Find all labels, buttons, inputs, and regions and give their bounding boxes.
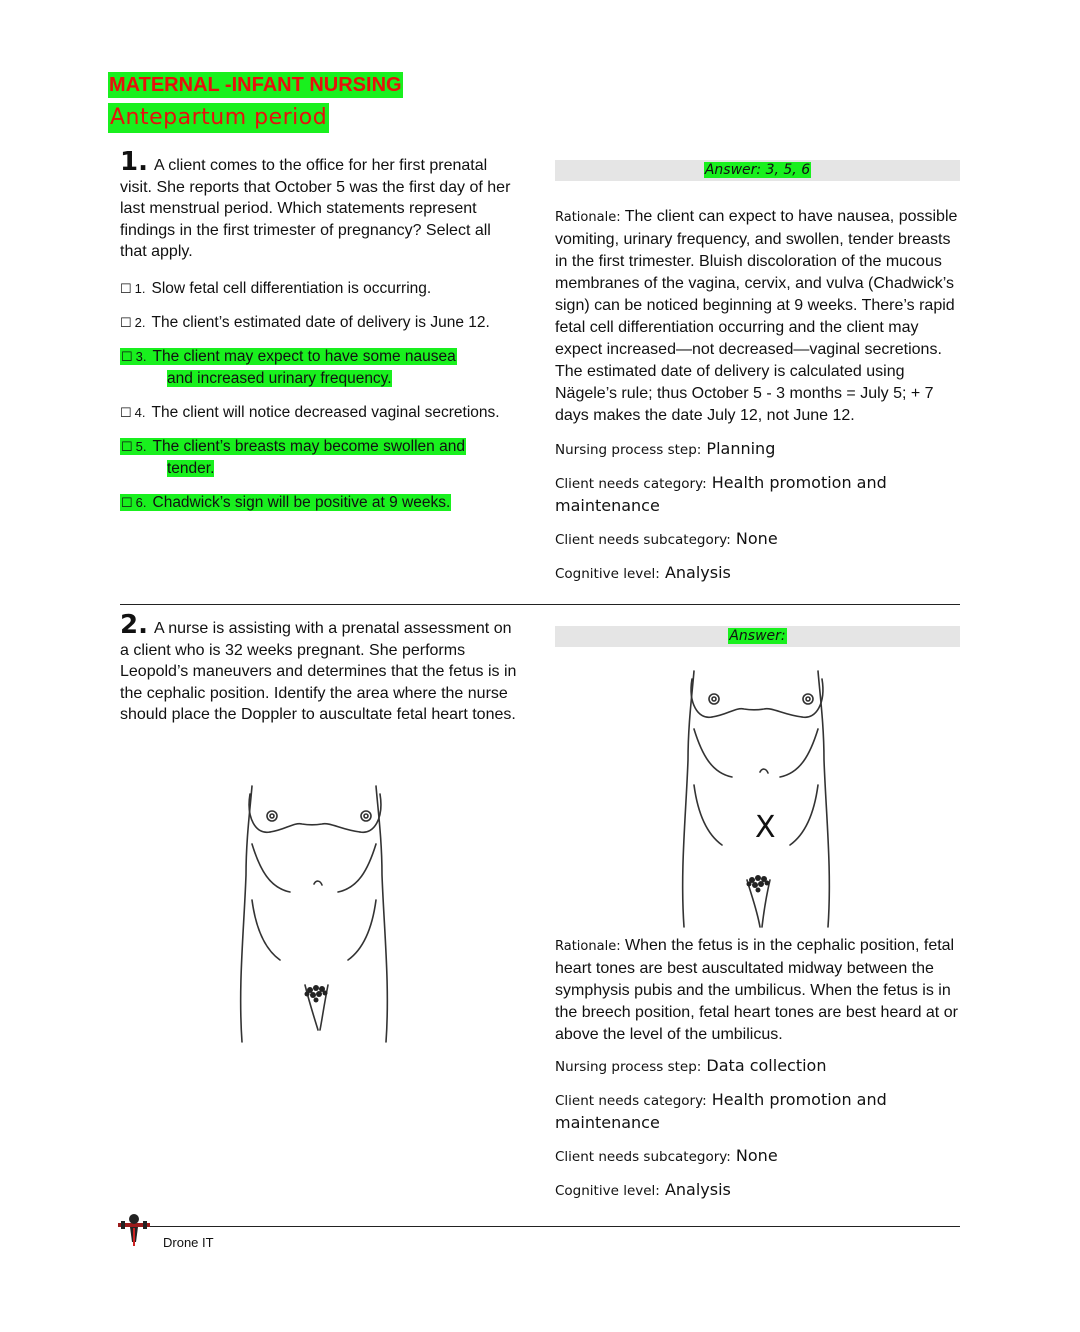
- meta-value: None: [735, 529, 778, 548]
- option-text: Chadwick’s sign will be positive at 9 weeks.: [152, 494, 451, 511]
- document-subtitle: Antepartum period: [108, 103, 329, 133]
- option-number: 1.: [134, 281, 146, 296]
- nursing-process-step: [555, 1055, 960, 1078]
- footer-text: Drone IT: [163, 1235, 214, 1250]
- answer-text: Answer: 3, 5, 6: [704, 162, 811, 178]
- question-1: [120, 147, 520, 263]
- client-needs-category: [555, 472, 960, 517]
- checkbox-icon[interactable]: ☐: [121, 349, 133, 364]
- meta-label: Client needs subcategory:: [555, 1149, 731, 1165]
- option-text: The client’s breasts may become swollen and: [152, 438, 465, 455]
- drone-logo-icon: [118, 1212, 150, 1246]
- meta-value: Health promotion and maintenance: [555, 473, 887, 515]
- option-number: 3.: [135, 349, 147, 364]
- client-needs-subcategory: [555, 1145, 960, 1168]
- option-number: 6.: [135, 495, 147, 510]
- meta-label: Client needs category:: [555, 476, 707, 492]
- option-text: Slow fetal cell differentiation is occurring.: [151, 280, 432, 297]
- question-number: 2.: [120, 610, 148, 640]
- question-text: A nurse is assisting with a prenatal assessment on a client who is 32 weeks pregnant. She performs Leopold’s maneuvers and determines that the fetus is in the cephalic position. Identify the area where the nurse should place the Doppler to auscultate fetal heart tones.: [120, 620, 517, 723]
- option-number: 2.: [134, 315, 146, 330]
- option-4[interactable]: [120, 402, 500, 424]
- option-number: 4.: [134, 405, 146, 420]
- meta-label: Client needs subcategory:: [555, 532, 731, 548]
- option-text-cont: and increased urinary frequency.: [167, 370, 392, 387]
- cognitive-level: [555, 562, 960, 585]
- meta-label: Nursing process step:: [555, 442, 702, 458]
- option-number: 5.: [135, 439, 147, 454]
- meta-value: Health promotion and maintenance: [555, 1090, 887, 1132]
- torso-diagram-answer: [672, 665, 842, 935]
- question-text: A client comes to the office for her first prenatal visit. She reports that October 5 was the first day of her last menstrual period. Which statements represent findings in the first trimester of pregnancy? Select all that apply.: [120, 157, 511, 260]
- option-1[interactable]: [120, 278, 431, 300]
- option-text-cont: tender.: [167, 460, 215, 477]
- checkbox-icon[interactable]: ☐: [121, 439, 133, 454]
- nursing-process-step: [555, 438, 960, 461]
- checkbox-icon[interactable]: ☐: [120, 281, 132, 296]
- meta-value: Analysis: [664, 1180, 731, 1199]
- torso-diagram[interactable]: [230, 780, 400, 1050]
- question-number: 1.: [120, 147, 148, 177]
- option-6[interactable]: [120, 492, 451, 514]
- meta-label: Cognitive level:: [555, 1183, 660, 1199]
- meta-label: Client needs category:: [555, 1093, 707, 1109]
- rationale: [555, 206, 960, 427]
- answer-bar: [555, 626, 960, 647]
- question-2: [120, 610, 520, 726]
- option-text: The client may expect to have some nausea: [152, 348, 456, 365]
- answer-mark: X: [755, 810, 776, 845]
- cognitive-level: [555, 1179, 960, 1202]
- rationale: [555, 935, 960, 1046]
- meta-value: None: [735, 1146, 778, 1165]
- answer-text: Answer:: [729, 628, 786, 644]
- option-text: The client’s estimated date of delivery is June 12.: [151, 314, 490, 331]
- rationale-text: The client can expect to have nausea, possible vomiting, urinary frequency, and swollen, tender breasts in the first trimester. Bluish discoloration of the mucous membranes of the vagina, cervix, and vulva (Chadwick’s sign) can be noticed beginning at 9 weeks. There’s rapid fetal cell differentiation occurring and the client may expect increased—not decreased—vaginal secretions. The estimated date of delivery is calculated using Nägele’s rule; thus October 5 - 3 months = July 5; + 7 days makes the date July 12, not June 12.: [555, 208, 958, 424]
- rationale-label: Rationale:: [555, 210, 621, 225]
- meta-value: Analysis: [664, 563, 731, 582]
- meta-label: Nursing process step:: [555, 1059, 702, 1075]
- footer-divider: [120, 1226, 960, 1227]
- client-needs-subcategory: [555, 528, 960, 551]
- checkbox-icon[interactable]: ☐: [120, 315, 132, 330]
- rationale-label: Rationale:: [555, 939, 621, 954]
- checkbox-icon[interactable]: ☐: [120, 405, 132, 420]
- client-needs-category: [555, 1089, 960, 1134]
- meta-label: Cognitive level:: [555, 566, 660, 582]
- option-3[interactable]: [120, 346, 457, 390]
- option-5[interactable]: [120, 436, 466, 480]
- meta-value: Data collection: [706, 1056, 827, 1075]
- option-text: The client will notice decreased vaginal secretions.: [151, 404, 500, 421]
- rationale-text: When the fetus is in the cephalic position, fetal heart tones are best auscultated midway between the symphysis pubis and the umbilicus. When the fetus is in the breech position, fetal heart tones are best heard at or above the level of the umbilicus.: [555, 937, 958, 1043]
- checkbox-icon[interactable]: ☐: [121, 495, 133, 510]
- document-title: MATERNAL -INFANT NURSING: [109, 74, 402, 96]
- option-2[interactable]: [120, 312, 490, 334]
- section-divider: [120, 604, 960, 605]
- meta-value: Planning: [706, 439, 776, 458]
- answer-bar: [555, 160, 960, 181]
